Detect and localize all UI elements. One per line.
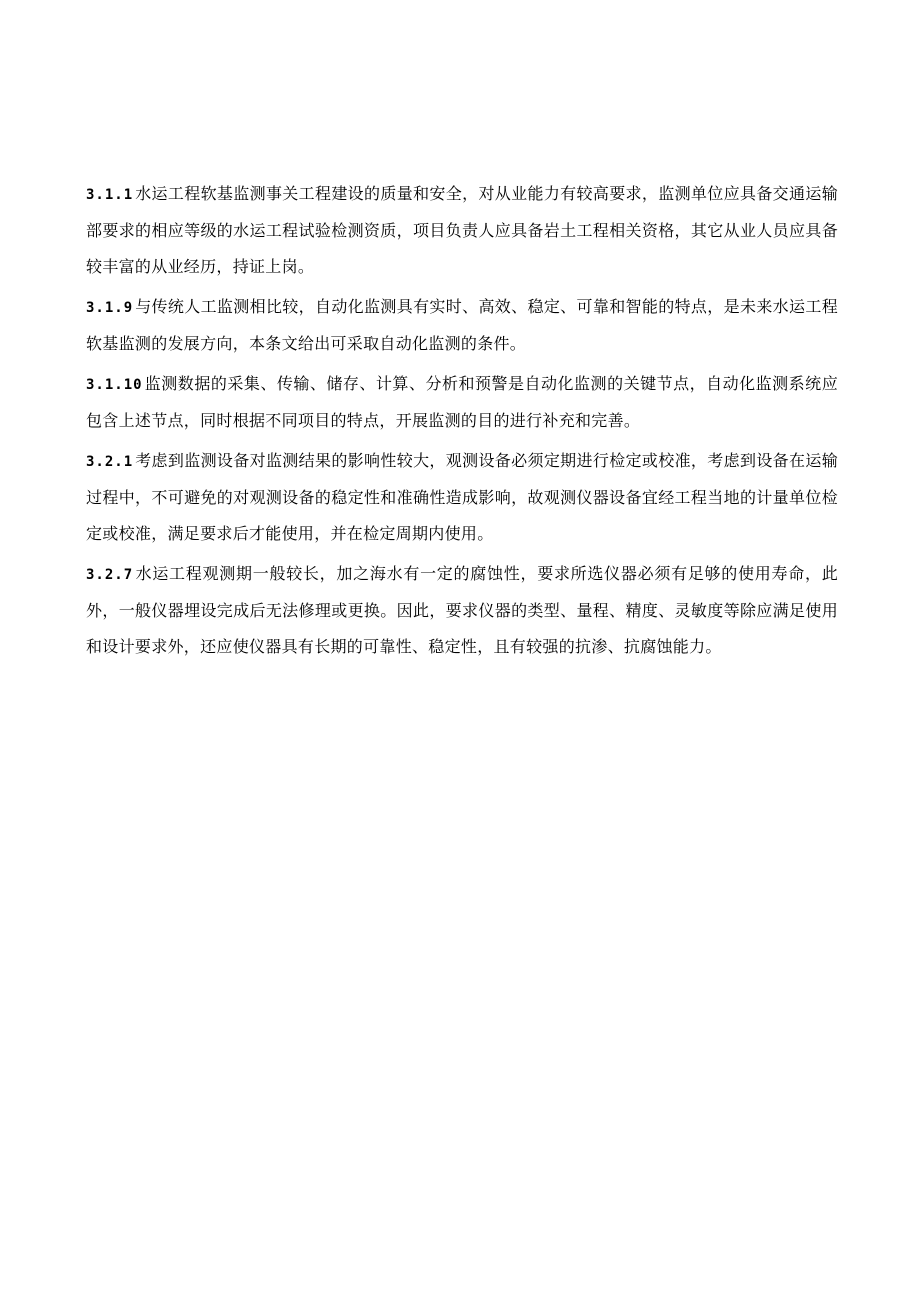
clause-number: 3.2.1	[86, 454, 134, 470]
clause-number: 3.1.1	[86, 187, 134, 203]
clause-3-2-7	[86, 556, 838, 665]
clause-list	[86, 176, 838, 669]
clause-text: 与传统人工监测相比较，自动化监测具有实时、高效、稳定、可靠和智能的特点，是未来水运工程软基监测的发展方向，本条文给出可采取自动化监测的条件。	[86, 297, 838, 353]
clause-3-1-1	[86, 176, 838, 285]
clause-3-1-9	[86, 289, 838, 362]
clause-3-1-10	[86, 366, 838, 439]
clause-number: 3.1.10	[86, 377, 143, 393]
clause-number: 3.2.7	[86, 567, 134, 583]
clause-text: 考虑到监测设备对监测结果的影响性较大，观测设备必须定期进行检定或校准，考虑到设备在运输过程中，不可避免的对观测设备的稳定性和准确性造成影响，故观测仪器设备宜经工程当地的计量单位检定或校准，满足要求后才能使用，并在检定周期内使用。	[86, 451, 838, 543]
clause-text: 水运工程观测期一般较长，加之海水有一定的腐蚀性，要求所选仪器必须有足够的使用寿命，此外，一般仪器埋设完成后无法修理或更换。因此，要求仪器的类型、量程、精度、灵敏度等除应满足使用和设计要求外，还应使仪器具有长期的可靠性、稳定性，且有较强的抗渗、抗腐蚀能力。	[86, 564, 838, 656]
clause-3-2-1	[86, 443, 838, 552]
clause-text: 监测数据的采集、传输、储存、计算、分析和预警是自动化监测的关键节点，自动化监测系统应包含上述节点，同时根据不同项目的特点，开展监测的目的进行补充和完善。	[86, 374, 838, 430]
clause-text: 水运工程软基监测事关工程建设的质量和安全，对从业能力有较高要求，监测单位应具备交通运输部要求的相应等级的水运工程试验检测资质，项目负责人应具备岩土工程相关资格，其它从业人员应具备较丰富的从业经历，持证上岗。	[86, 184, 838, 276]
clause-number: 3.1.9	[86, 300, 134, 316]
